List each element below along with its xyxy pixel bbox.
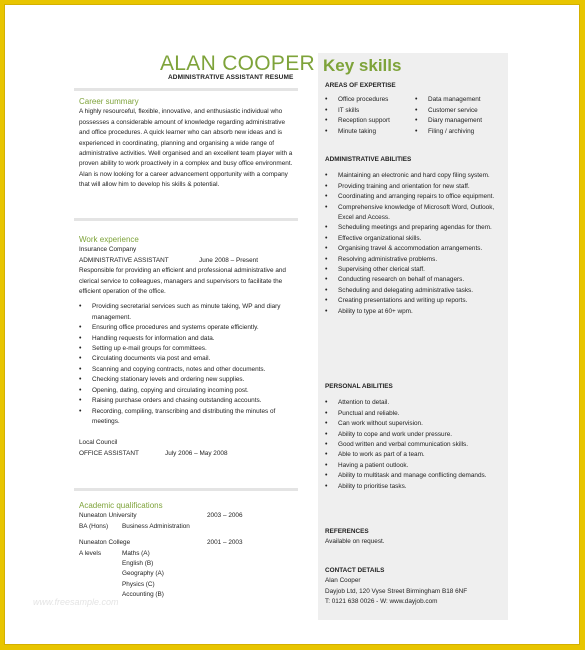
expertise-list-2	[415, 95, 505, 137]
college-dates: 2001 – 2003	[207, 539, 243, 547]
list-item: • Scanning and copying contracts, notes and other documents.	[79, 365, 293, 375]
admin-abilities-section	[325, 155, 505, 317]
list-item: • Setting up e-mail groups for committees.	[79, 344, 293, 354]
resume-subtitle: ADMINISTRATIVE ASSISTANT RESUME	[168, 74, 294, 81]
job1-title: ADMINISTRATIVE ASSISTANT	[79, 256, 169, 264]
job2-title-row	[79, 449, 293, 459]
list-item: • Maintaining an electronic and hard copy filing system.	[325, 171, 505, 181]
list-item: • Able to work as part of a team.	[325, 450, 505, 460]
list-item: • Recording, compiling, transcribing and distributing the minutes of meetings.	[79, 407, 293, 428]
contact-section	[325, 566, 505, 608]
list-item: Physics (C)	[122, 580, 155, 588]
list-item: • Raising purchase orders and chasing outstanding accounts.	[79, 396, 293, 406]
expertise-section	[325, 81, 505, 137]
university-row	[79, 511, 293, 521]
list-item: • Coordinating and arranging repairs to office equipment.	[325, 192, 505, 202]
academic-section	[79, 501, 293, 601]
list-item: • Scheduling meetings and preparing agendas for them.	[325, 223, 505, 233]
list-item: • Supervising other clerical staff.	[325, 265, 505, 275]
list-item: • Customer service	[415, 106, 505, 116]
list-item: English (B)	[122, 560, 154, 568]
work-experience-heading: Work experience	[79, 235, 139, 244]
candidate-name: ALAN COOPER	[160, 52, 316, 75]
contact-phone: T: 0121 638 0026 - W: www.dayjob.com	[325, 598, 438, 606]
list-item: • Resolving administrative problems.	[325, 255, 505, 265]
list-item: • Attention to detail.	[325, 398, 505, 408]
list-item: • Organising travel & accommodation arrangements.	[325, 244, 505, 254]
list-item: • Providing training and orientation for new staff.	[325, 182, 505, 192]
academic-heading: Academic qualifications	[79, 501, 163, 510]
list-item: • Opening, dating, copying and circulating incoming post.	[79, 386, 293, 396]
university-dates: 2003 – 2006	[207, 512, 243, 520]
divider	[74, 488, 298, 491]
degree: BA (Hons)	[79, 522, 109, 530]
list-item: • Ability to multitask and manage conflicting demands.	[325, 471, 505, 481]
degree-row	[79, 522, 293, 532]
list-item: • Having a patient outlook.	[325, 461, 505, 471]
job2-dates: July 2006 – May 2008	[165, 449, 228, 457]
list-item: • Ensuring office procedures and systems operate efficiently.	[79, 323, 293, 333]
admin-abilities-heading: ADMINISTRATIVE ABILITIES	[325, 156, 412, 163]
admin-abilities-list	[325, 171, 505, 317]
list-item: • Ability to prioritise tasks.	[325, 482, 505, 492]
expertise-list-1	[325, 95, 415, 137]
references-heading: REFERENCES	[325, 528, 369, 535]
list-item: • Punctual and reliable.	[325, 409, 505, 419]
list-item: Maths (A)	[122, 549, 150, 557]
contact-address: Dayjob Ltd, 120 Vyse Street Birmingham B18 6NF	[325, 587, 468, 595]
references-text: Available on request.	[325, 538, 385, 546]
job1-dates: June 2008 – Present	[199, 256, 258, 264]
job1-company: Insurance Company	[79, 246, 137, 254]
list-item: • Good written and verbal communication skills.	[325, 440, 505, 450]
expertise-grid	[325, 95, 505, 137]
alevels-label: A levels	[79, 549, 102, 557]
list-item: Geography (A)	[122, 570, 164, 578]
list-item: • Minute taking	[325, 127, 415, 137]
career-summary-heading: Career summary	[79, 97, 139, 106]
list-item: • Circulating documents via post and email.	[79, 354, 293, 364]
job1-duties-list	[79, 302, 293, 427]
college-name: Nuneaton College	[79, 539, 131, 547]
university-name: Nuneaton University	[79, 512, 137, 520]
key-skills-title: Key skills	[323, 56, 402, 75]
list-item: • Reception support	[325, 116, 415, 126]
job1-description: Responsible for providing an efficient and professional administrative and clerical service to colleagues, managers and supervisors to facilitate the efficient operation of the office.	[79, 267, 286, 296]
college-row	[79, 538, 293, 548]
job2-company: Local Council	[79, 439, 118, 447]
alevels-list	[122, 549, 164, 601]
personal-abilities-heading: PERSONAL ABILITIES	[325, 383, 393, 390]
career-summary-text: A highly resourceful, flexible, innovative, and enthusiastic individual who possesses a considerable amount of knowledge regarding administrative and office procedures. A quick learner who can absorb new ideas and is experienced in coordinating, planning and organising a wide range of administrative activities. Well organised and an excellent team player with a proven ability to work proactively in a complex and busy office environment. Alan is now looking for a career advancement opportunity with a company that will allow him to develop his skills & potential.	[79, 108, 293, 189]
list-item: • Creating presentations and writing up reports.	[325, 296, 505, 306]
list-item: • Ability to cope and work under pressure.	[325, 430, 505, 440]
alevels-row	[79, 549, 293, 601]
list-item: • Checking stationary levels and ordering new supplies.	[79, 375, 293, 385]
list-item: • Conducting research on behalf of managers.	[325, 275, 505, 285]
expertise-heading: AREAS OF EXPERTISE	[325, 82, 396, 89]
contact-heading: CONTACT DETAILS	[325, 567, 385, 574]
list-item: • IT skills	[325, 106, 415, 116]
list-item: • Can work without supervision.	[325, 419, 505, 429]
career-summary-section	[79, 97, 293, 191]
job1-title-row	[79, 256, 293, 266]
list-item: • Filing / archiving	[415, 127, 505, 137]
personal-abilities-section	[325, 382, 505, 492]
list-item: • Comprehensive knowledge of Microsoft Word, Outlook, Excel and Access.	[325, 203, 505, 224]
references-section	[325, 527, 505, 548]
list-item: • Data management	[415, 95, 505, 105]
list-item: • Office procedures	[325, 95, 415, 105]
personal-abilities-list	[325, 398, 505, 492]
list-item: Accounting (B)	[122, 591, 164, 599]
watermark: www.freesample.com	[33, 597, 119, 607]
divider	[74, 218, 298, 221]
contact-name: Alan Cooper	[325, 577, 361, 585]
divider	[74, 88, 298, 91]
list-item: • Scheduling and delegating administrative tasks.	[325, 286, 505, 296]
list-item: • Providing secretarial services such as minute taking, WP and diary management.	[79, 302, 293, 323]
list-item: • Ability to type at 60+ wpm.	[325, 307, 505, 317]
job2-title: OFFICE ASSISTANT	[79, 449, 139, 457]
list-item: • Handling requests for information and data.	[79, 334, 293, 344]
list-item: • Diary management	[415, 116, 505, 126]
list-item: • Effective organizational skills.	[325, 234, 505, 244]
work-experience-section	[79, 235, 293, 459]
degree-subject: Business Administration	[122, 522, 190, 530]
